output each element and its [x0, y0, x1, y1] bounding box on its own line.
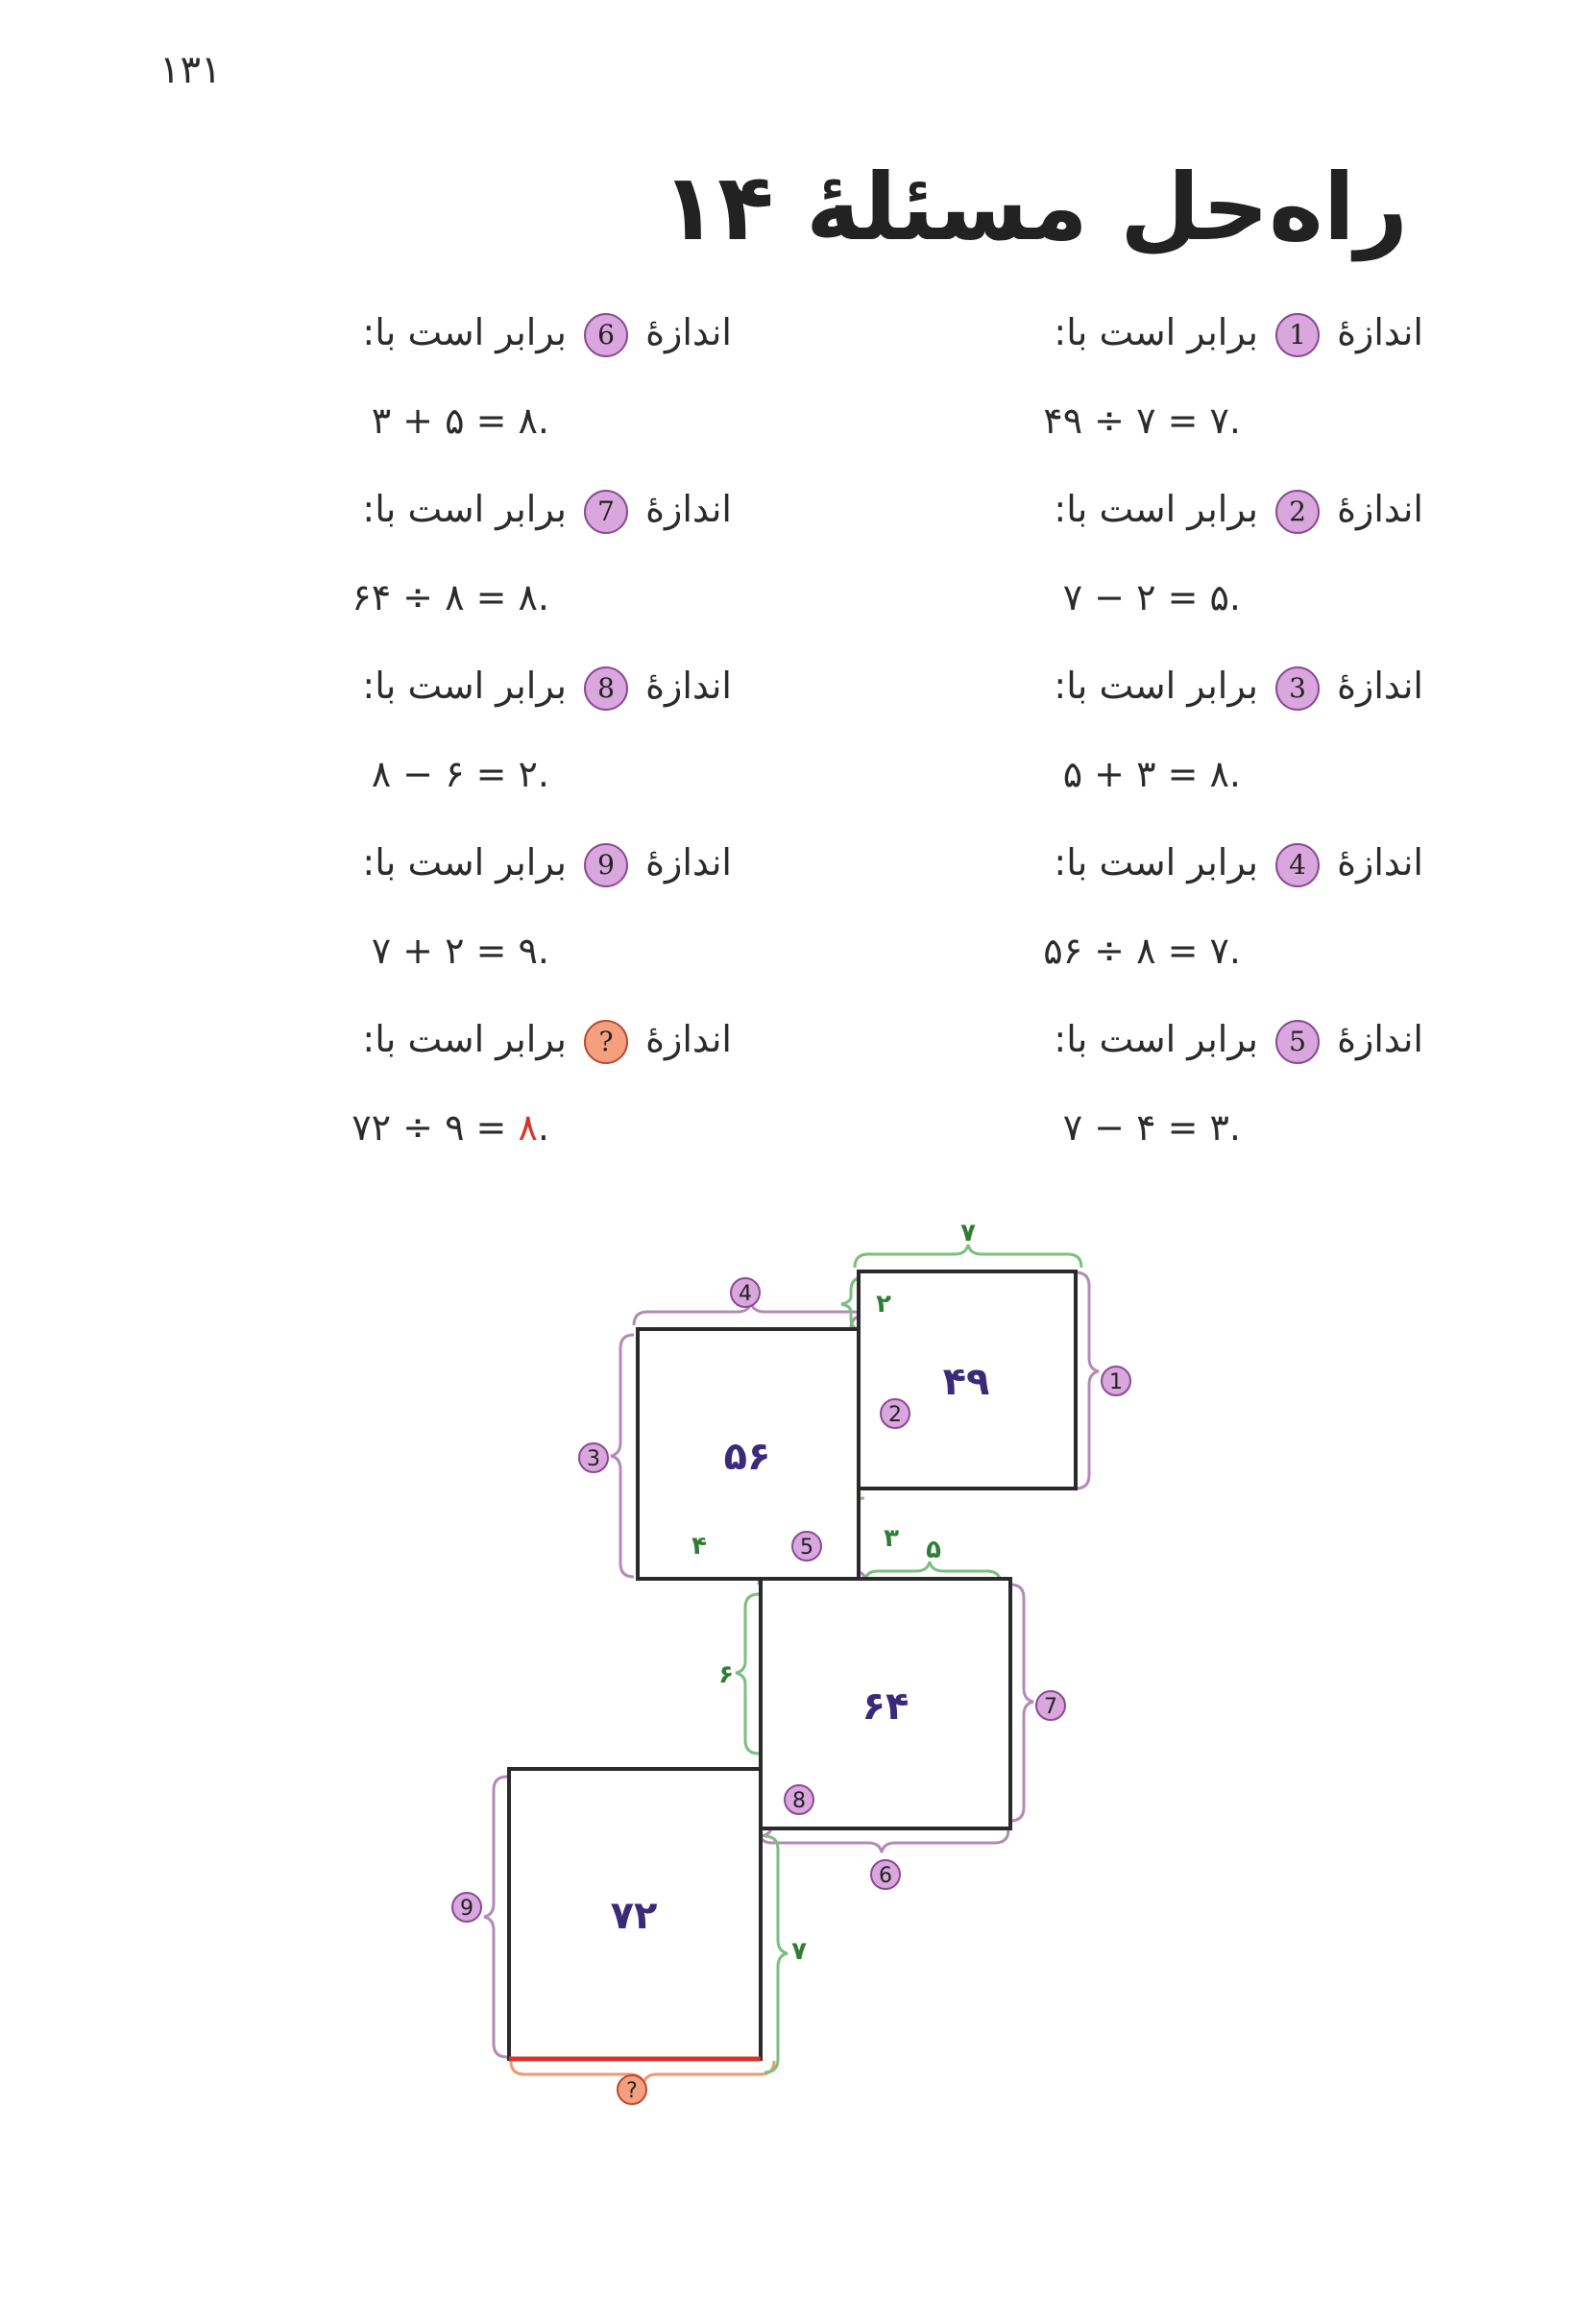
- badge-text: 9: [460, 1897, 473, 1921]
- equation: ۸ − ۶ = ۲.: [371, 753, 549, 795]
- badge-text: 4: [739, 1282, 752, 1306]
- bracket-1: [1076, 1272, 1099, 1489]
- solution-item: [886, 1014, 1423, 1191]
- badge-text: 5: [800, 1536, 813, 1560]
- label-prefix: اندازهٔ: [645, 311, 732, 353]
- solution-item: [886, 484, 1423, 661]
- item-label: [1054, 661, 1423, 711]
- solution-item: [194, 484, 732, 661]
- number-badge: 5: [1275, 1020, 1320, 1064]
- number-badge: 4: [1275, 843, 1320, 887]
- badge-text: 2: [888, 1403, 902, 1427]
- label-suffix: برابر است با:: [362, 488, 567, 530]
- number-badge: 8: [584, 666, 628, 711]
- solution-item: [886, 307, 1423, 484]
- question-badge: ?: [584, 1020, 628, 1064]
- green-bracket-6: [736, 1594, 759, 1754]
- item-label: [1054, 1014, 1423, 1064]
- green-bracket-top-49: [855, 1245, 1081, 1268]
- number-badge: 1: [1275, 313, 1320, 357]
- answer-value: ۸: [518, 1106, 538, 1149]
- number-badge: 6: [584, 313, 628, 357]
- label-prefix: اندازهٔ: [645, 841, 732, 884]
- label-suffix: برابر است با:: [1054, 488, 1258, 530]
- equation: ۵ + ۳ = ۸.: [1062, 753, 1241, 795]
- item-label: [1054, 837, 1423, 887]
- side-label: ۷: [791, 1937, 807, 1966]
- equation: ۷ + ۲ = ۹.: [371, 930, 549, 972]
- label-suffix: برابر است با:: [362, 311, 567, 353]
- badge-text: 6: [879, 1864, 892, 1888]
- square-72-label: ۷۲: [610, 1894, 658, 1938]
- number-badge: 2: [1275, 490, 1320, 534]
- side-label: ۶: [718, 1660, 734, 1689]
- label-suffix: برابر است با:: [1054, 311, 1258, 353]
- item-label: [362, 837, 732, 887]
- solution-item: [194, 661, 732, 837]
- badge-text: 1: [1109, 1370, 1123, 1394]
- question-text: ?: [626, 2079, 638, 2103]
- label-prefix: اندازهٔ: [645, 488, 732, 530]
- label-suffix: برابر است با:: [1054, 1018, 1258, 1060]
- bracket-7: [1010, 1585, 1033, 1821]
- number-badge: 3: [1275, 666, 1320, 711]
- side-label: ۵: [926, 1536, 941, 1564]
- square-64-label: ۶۴: [861, 1684, 910, 1729]
- item-label: [362, 307, 732, 357]
- label-suffix: برابر است با:: [362, 1018, 567, 1060]
- label-suffix: برابر است با:: [362, 665, 567, 707]
- solution-item: [194, 307, 732, 484]
- equation-main: ۷۲ ÷ ۹ =: [352, 1106, 519, 1149]
- solution-item: [194, 837, 732, 1014]
- label-prefix: اندازهٔ: [1337, 488, 1423, 530]
- squares-diagram: [0, 1191, 1577, 2170]
- item-label: [1054, 484, 1423, 534]
- number-badge: 7: [584, 490, 628, 534]
- badge-text: 3: [587, 1447, 600, 1471]
- square-56-label: ۵۶: [723, 1435, 771, 1479]
- bracket-3: [611, 1335, 634, 1577]
- item-label: [362, 484, 732, 534]
- label-prefix: اندازهٔ: [1337, 665, 1423, 707]
- side-label: ۲: [876, 1290, 891, 1319]
- label-suffix: برابر است با:: [1054, 841, 1258, 884]
- label-prefix: اندازهٔ: [1337, 1018, 1423, 1060]
- solution-item: [194, 1014, 732, 1191]
- equation: ۶۴ ÷ ۸ = ۸.: [352, 576, 549, 618]
- page-title: راه‌حل مسئلهٔ ۱۴: [661, 154, 1408, 261]
- solution-column-right: [886, 307, 1423, 1191]
- label-prefix: اندازهٔ: [1337, 841, 1423, 884]
- number-badge: 9: [584, 843, 628, 887]
- page-number: ۱۳۱: [159, 48, 222, 92]
- item-label: [1054, 307, 1423, 357]
- solution-column-left: [194, 307, 732, 1191]
- label-prefix: اندازهٔ: [645, 1018, 732, 1060]
- equation: ۷ − ۴ = ۳.: [1062, 1106, 1241, 1149]
- label-prefix: اندازهٔ: [645, 665, 732, 707]
- side-label: ۳: [884, 1524, 899, 1553]
- label-suffix: برابر است با:: [1054, 665, 1258, 707]
- solution-item: [886, 837, 1423, 1014]
- equation: ۳ + ۵ = ۸.: [371, 399, 549, 442]
- item-label: [362, 661, 732, 711]
- side-label: ۴: [691, 1532, 707, 1561]
- equation-end: .: [537, 1106, 549, 1149]
- side-label: ۷: [960, 1219, 976, 1247]
- equation: ۷ − ۲ = ۵.: [1062, 576, 1241, 618]
- solution-item: [886, 661, 1423, 837]
- bracket-9: [484, 1777, 507, 2057]
- equation: ۵۶ ÷ ۸ = ۷.: [1043, 930, 1241, 972]
- badge-text: 8: [792, 1789, 806, 1813]
- badge-text: 7: [1044, 1695, 1057, 1719]
- bracket-6: [759, 1829, 1008, 1852]
- label-suffix: برابر است با:: [362, 841, 567, 884]
- item-label: [362, 1014, 732, 1064]
- square-49-label: ۴۹: [942, 1360, 990, 1404]
- equation: [352, 1102, 549, 1152]
- equation: ۴۹ ÷ ۷ = ۷.: [1043, 399, 1241, 442]
- label-prefix: اندازهٔ: [1337, 311, 1423, 353]
- green-bracket-7: [764, 1836, 788, 2072]
